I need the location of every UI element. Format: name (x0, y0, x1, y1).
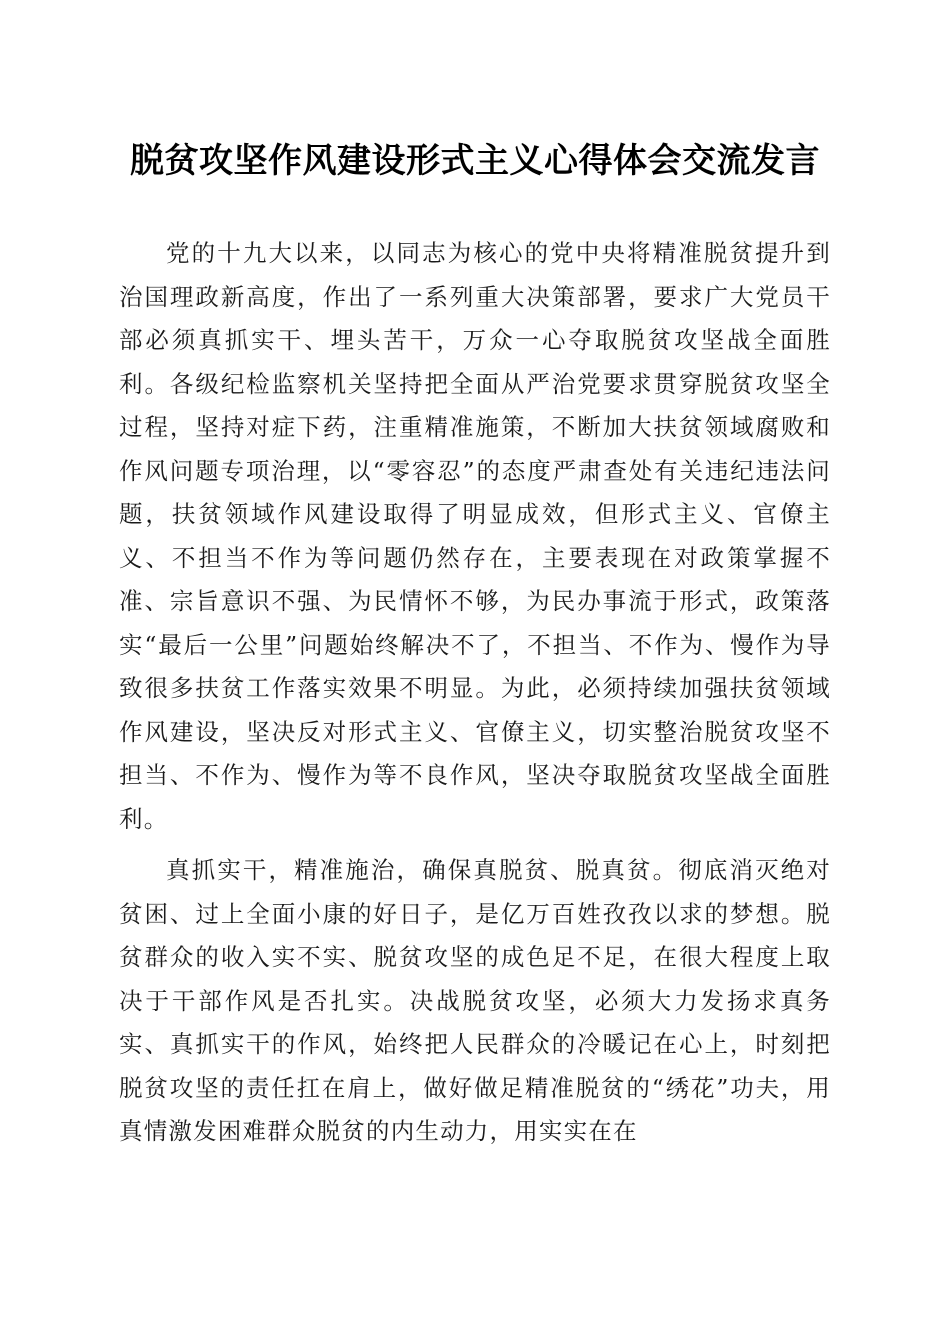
paragraph-2: 真抓实干，精准施治，确保真脱贫、脱真贫。彻底消灭绝对贫困、过上全面小康的好日子，是亿万百姓孜孜以求的梦想。脱贫群众的收入实不实、脱贫攻坚的成色足不足，在很大程度上取决于干部作风是否扎实。决战脱贫攻坚，必须大力发扬求真务实、真抓实干的作风，始终把人民群众的冷暖记在心上，时刻把脱贫攻坚的责任扛在肩上，做好做足精准脱贫的“绣花”功夫，用真情激发困难群众脱贫的内生动力，用实实在在 (119, 856, 831, 1145)
document-title: 脱贫攻坚作风建设形式主义心得体会交流发言 (130, 141, 820, 181)
paragraph-1: 党的十九大以来，以同志为核心的党中央将精准脱贫提升到治国理政新高度，作出了一系列重大决策部署，要求广大党员干部必须真抓实干、埋头苦干，万众一心夺取脱贫攻坚战全面胜利。各级纪检监察机关坚持把全面从严治党要求贯穿脱贫攻坚全过程，坚持对症下药，注重精准施策，不断加大扶贫领域腐败和作风问题专项治理，以“零容忍”的态度严肃查处有关违纪违法问题，扶贫领域作风建设取得了明显成效，但形式主义、官僚主义、不担当不作为等问题仍然存在，主要表现在对政策掌握不准、宗旨意识不强、为民情怀不够，为民办事流于形式，政策落实“最后一公里”问题始终解决不了，不担当、不作为、慢作为导致很多扶贫工作落实效果不明显。为此，必须持续加强扶贫领域作风建设，坚决反对形式主义、官僚主义，切实整治脱贫攻坚不担当、不作为、慢作为等不良作风，坚决夺取脱贫攻坚战全面胜利。 (119, 239, 831, 833)
document-body (119, 232, 831, 1154)
